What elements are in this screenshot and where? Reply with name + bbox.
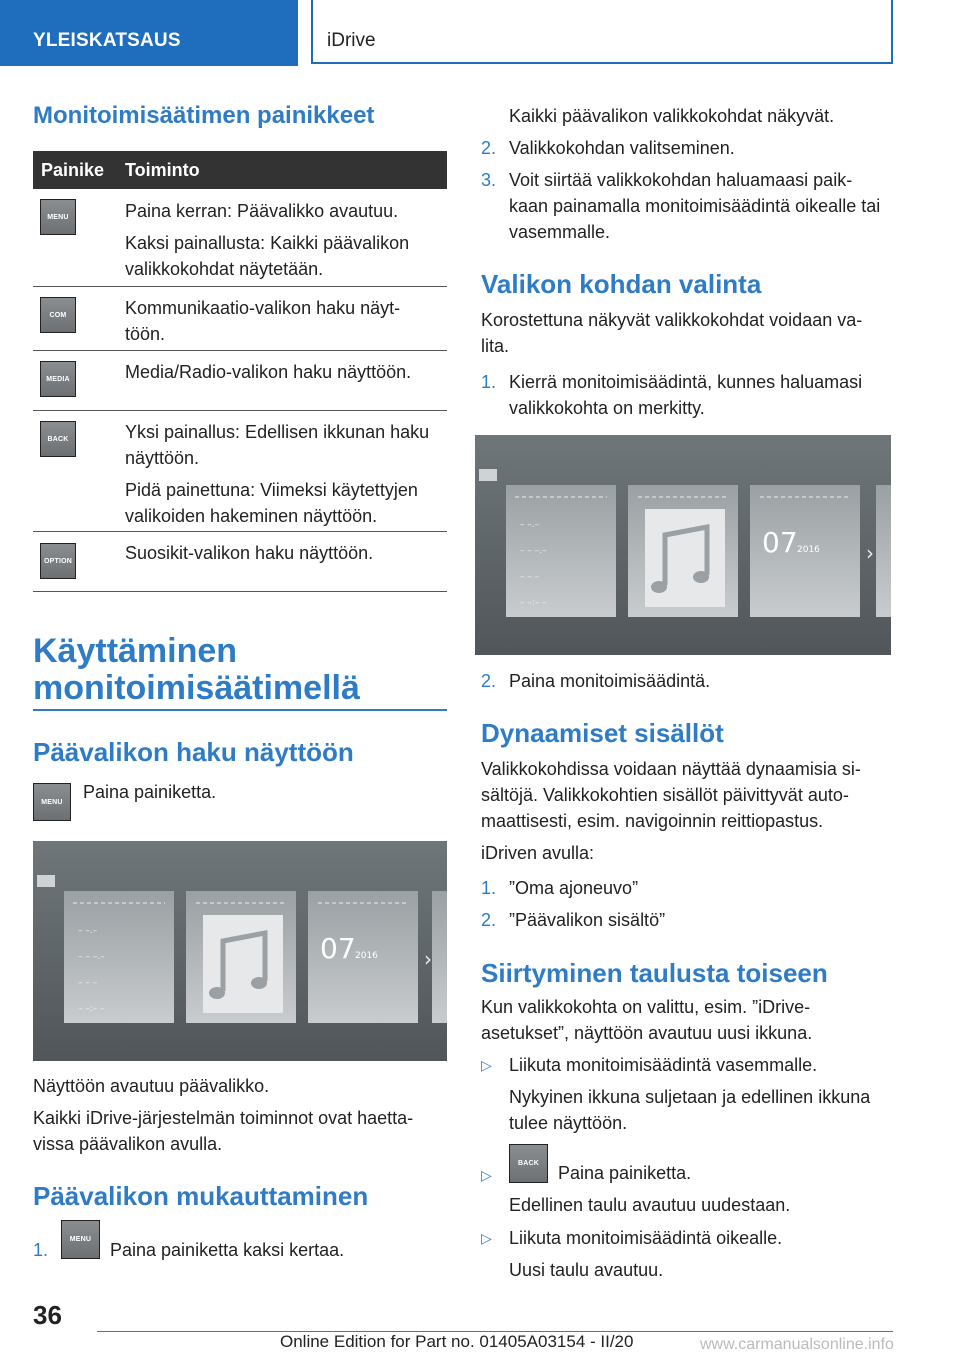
body-text: iDriven avulla: xyxy=(481,843,595,863)
row-text: Kommunikaatio-valikon haku näyt- xyxy=(125,298,401,318)
svg-text:– –.–: – –.– xyxy=(78,926,98,936)
step-number: 1. xyxy=(481,372,497,392)
section-tab xyxy=(0,0,298,66)
chapter-heading-line: monitoimisäätimellä xyxy=(33,669,360,707)
svg-text:– – –.–: – – –.– xyxy=(78,952,105,962)
svg-text:›: › xyxy=(866,541,874,565)
table-col-function: Toiminto xyxy=(125,160,200,180)
row-text: töön. xyxy=(125,324,166,344)
step-text: Paina monitoimisäädintä. xyxy=(509,671,711,691)
bullet-subtext: Edellinen taulu avautuu uudestaan. xyxy=(509,1195,791,1215)
table-row xyxy=(125,540,373,566)
heading-dynamic-content: Dynaamiset sisällöt xyxy=(481,718,724,748)
bullet-text: Liikuta monitoimisäädintä oikealle. xyxy=(509,1228,783,1248)
date-year: 2016 xyxy=(797,545,820,555)
bullet-triangle-icon: ▷ xyxy=(481,1230,492,1246)
step-text-line: Voit siirtää valikkokohdan haluamaasi paik- xyxy=(509,170,853,190)
menu-button-icon: MENU xyxy=(40,199,76,235)
body-text-line: maattisesti, esim. navigoinnin reittiopastus. xyxy=(481,811,824,831)
step-text: ”Oma ajoneuvo” xyxy=(509,878,639,898)
heading-buttons: Monitoimisäätimen painikkeet xyxy=(33,102,375,129)
bullet-subtext-line: tulee näyttöön. xyxy=(509,1113,628,1133)
step-text: Paina painiketta kaksi kertaa. xyxy=(110,1240,345,1260)
heading-main-menu: Päävalikon haku näyttöön xyxy=(33,737,354,767)
svg-text:– –:– –: – –:– – xyxy=(520,598,547,608)
screen-graphic xyxy=(475,435,891,655)
heading-rule xyxy=(33,709,447,711)
table-row xyxy=(125,198,409,282)
step-text-line: Kierrä monitoimisäädintä, kunnes haluamasi xyxy=(509,372,863,392)
step-text-line: kaan painamalla monitoimisäädintä oikealle tai xyxy=(509,196,881,216)
step-text-line: valikkokohta on merkitty. xyxy=(509,398,705,418)
option-button-icon: OPTION xyxy=(40,543,76,579)
body-text-line: Korostettuna näkyvät valikkokohdat voidaan va- xyxy=(481,310,863,330)
page-number: 36 xyxy=(33,1300,62,1330)
idrive-menu-selection-screenshot xyxy=(475,435,891,655)
heading-customize: Päävalikon mukauttaminen xyxy=(33,1181,369,1211)
step-text xyxy=(509,369,862,421)
table-row xyxy=(125,419,429,529)
bullet-triangle-icon: ▷ xyxy=(481,1057,492,1073)
table-divider xyxy=(33,410,447,411)
step-number: 3. xyxy=(481,170,497,190)
chapter-heading-line: Käyttäminen xyxy=(33,632,238,670)
bullet-triangle-icon: ▷ xyxy=(481,1167,492,1183)
step-number: 1. xyxy=(481,878,497,898)
row-text: Suosikit-valikon haku näyttöön. xyxy=(125,543,374,563)
svg-text:›: › xyxy=(424,947,432,971)
row-text: Kaksi painallusta: Kaikki päävalikon xyxy=(125,233,410,253)
heading-switch-panel: Siirtyminen taulusta toiseen xyxy=(481,958,828,988)
svg-text:– – –: – – – xyxy=(78,978,98,988)
body-text-line: Valikkokohdissa voidaan näyttää dynaamisia si- xyxy=(481,759,861,779)
chapter-heading xyxy=(33,633,360,707)
body-text xyxy=(481,307,862,359)
table-divider xyxy=(33,531,447,532)
menu-button-icon: MENU xyxy=(33,783,71,821)
chapter-tab xyxy=(311,0,893,64)
heading-select-item: Valikon kohdan valinta xyxy=(481,269,762,299)
step-number: 1. xyxy=(33,1240,49,1260)
row-text: valikkokohdat näytetään. xyxy=(125,259,324,279)
body-text-line: asetukset”, näyttöön avautuu uusi ikkuna. xyxy=(481,1023,813,1043)
menu-button-icon: MENU xyxy=(61,1220,100,1259)
svg-text:– –.–: – –.– xyxy=(520,520,540,530)
table-divider xyxy=(33,591,447,592)
body-text-line: sältöjä. Valikkokohtien sisällöt päivittyvät auto- xyxy=(481,785,849,805)
svg-text:– – –.–: – – –.– xyxy=(520,546,547,556)
row-text: näyttöön. xyxy=(125,448,200,468)
com-button-icon: COM xyxy=(40,297,76,333)
back-button-icon: BACK xyxy=(509,1144,548,1183)
table-header xyxy=(33,151,447,189)
bullet-subtext: Uusi taulu avautuu. xyxy=(509,1260,664,1280)
body-text: Näyttöön avautuu päävalikko. xyxy=(33,1076,270,1096)
instruction-text: Paina painiketta. xyxy=(83,782,217,802)
date-number: 07 xyxy=(320,932,356,965)
idrive-main-menu-screenshot xyxy=(33,841,447,1061)
table-divider xyxy=(33,286,447,287)
back-button-icon: BACK xyxy=(40,421,76,457)
date-year: 2016 xyxy=(355,951,378,961)
row-text: Pidä painettuna: Viimeksi käytettyjen xyxy=(125,480,418,500)
row-text: Paina kerran: Päävalikko avautuu. xyxy=(125,201,399,221)
body-text xyxy=(481,756,861,834)
section-title: YLEISKATSAUS xyxy=(33,30,181,51)
body-text-line: Kun valikkokohta on valittu, esim. ”iDrive- xyxy=(481,997,811,1017)
media-button-icon: MEDIA xyxy=(40,361,76,397)
bullet-subtext xyxy=(509,1084,870,1136)
watermark: www.carmanualsonline.info xyxy=(700,1336,894,1353)
body-text xyxy=(481,994,812,1046)
table-col-button: Painike xyxy=(41,160,105,180)
bullet-text: Liikuta monitoimisäädintä vasemmalle. xyxy=(509,1055,818,1075)
step-number: 2. xyxy=(481,138,497,158)
step-text: ”Päävalikon sisältö” xyxy=(509,910,666,930)
body-text xyxy=(33,1105,413,1157)
table-divider xyxy=(33,350,447,351)
edition-text: Online Edition for Part no. 01405A03154 - II/20 xyxy=(280,1332,634,1351)
row-text: Yksi painallus: Edellisen ikkunan haku xyxy=(125,422,430,442)
svg-text:– –:– –: – –:– – xyxy=(78,1004,105,1014)
body-text: Kaikki päävalikon valikkokohdat näkyvät. xyxy=(509,106,835,126)
svg-text:– – –: – – – xyxy=(520,572,540,582)
step-number: 2. xyxy=(481,671,497,691)
body-text-line: lita. xyxy=(481,336,510,356)
bullet-text: Paina painiketta. xyxy=(558,1163,692,1183)
step-text-line: vasemmalle. xyxy=(509,222,611,242)
chapter-title: iDrive xyxy=(327,30,376,51)
row-text: valikoiden hakeminen näyttöön. xyxy=(125,506,378,526)
menu-symbol-icon xyxy=(479,469,497,481)
row-text: Media/Radio-valikon haku näyttöön. xyxy=(125,362,412,382)
table-row xyxy=(125,295,400,347)
screen-graphic xyxy=(33,841,447,1061)
bullet-subtext-line: Nykyinen ikkuna suljetaan ja edellinen ikkuna xyxy=(509,1087,871,1107)
table-row xyxy=(125,359,411,385)
date-number: 07 xyxy=(762,526,798,559)
step-number: 2. xyxy=(481,910,497,930)
step-text xyxy=(509,167,880,245)
body-text-line: Kaikki iDrive-järjestelmän toiminnot ovat haetta- xyxy=(33,1108,414,1128)
step-text: Valikkokohdan valitseminen. xyxy=(509,138,735,158)
body-text-line: vissa päävalikon avulla. xyxy=(33,1134,223,1154)
menu-symbol-icon xyxy=(37,875,55,887)
